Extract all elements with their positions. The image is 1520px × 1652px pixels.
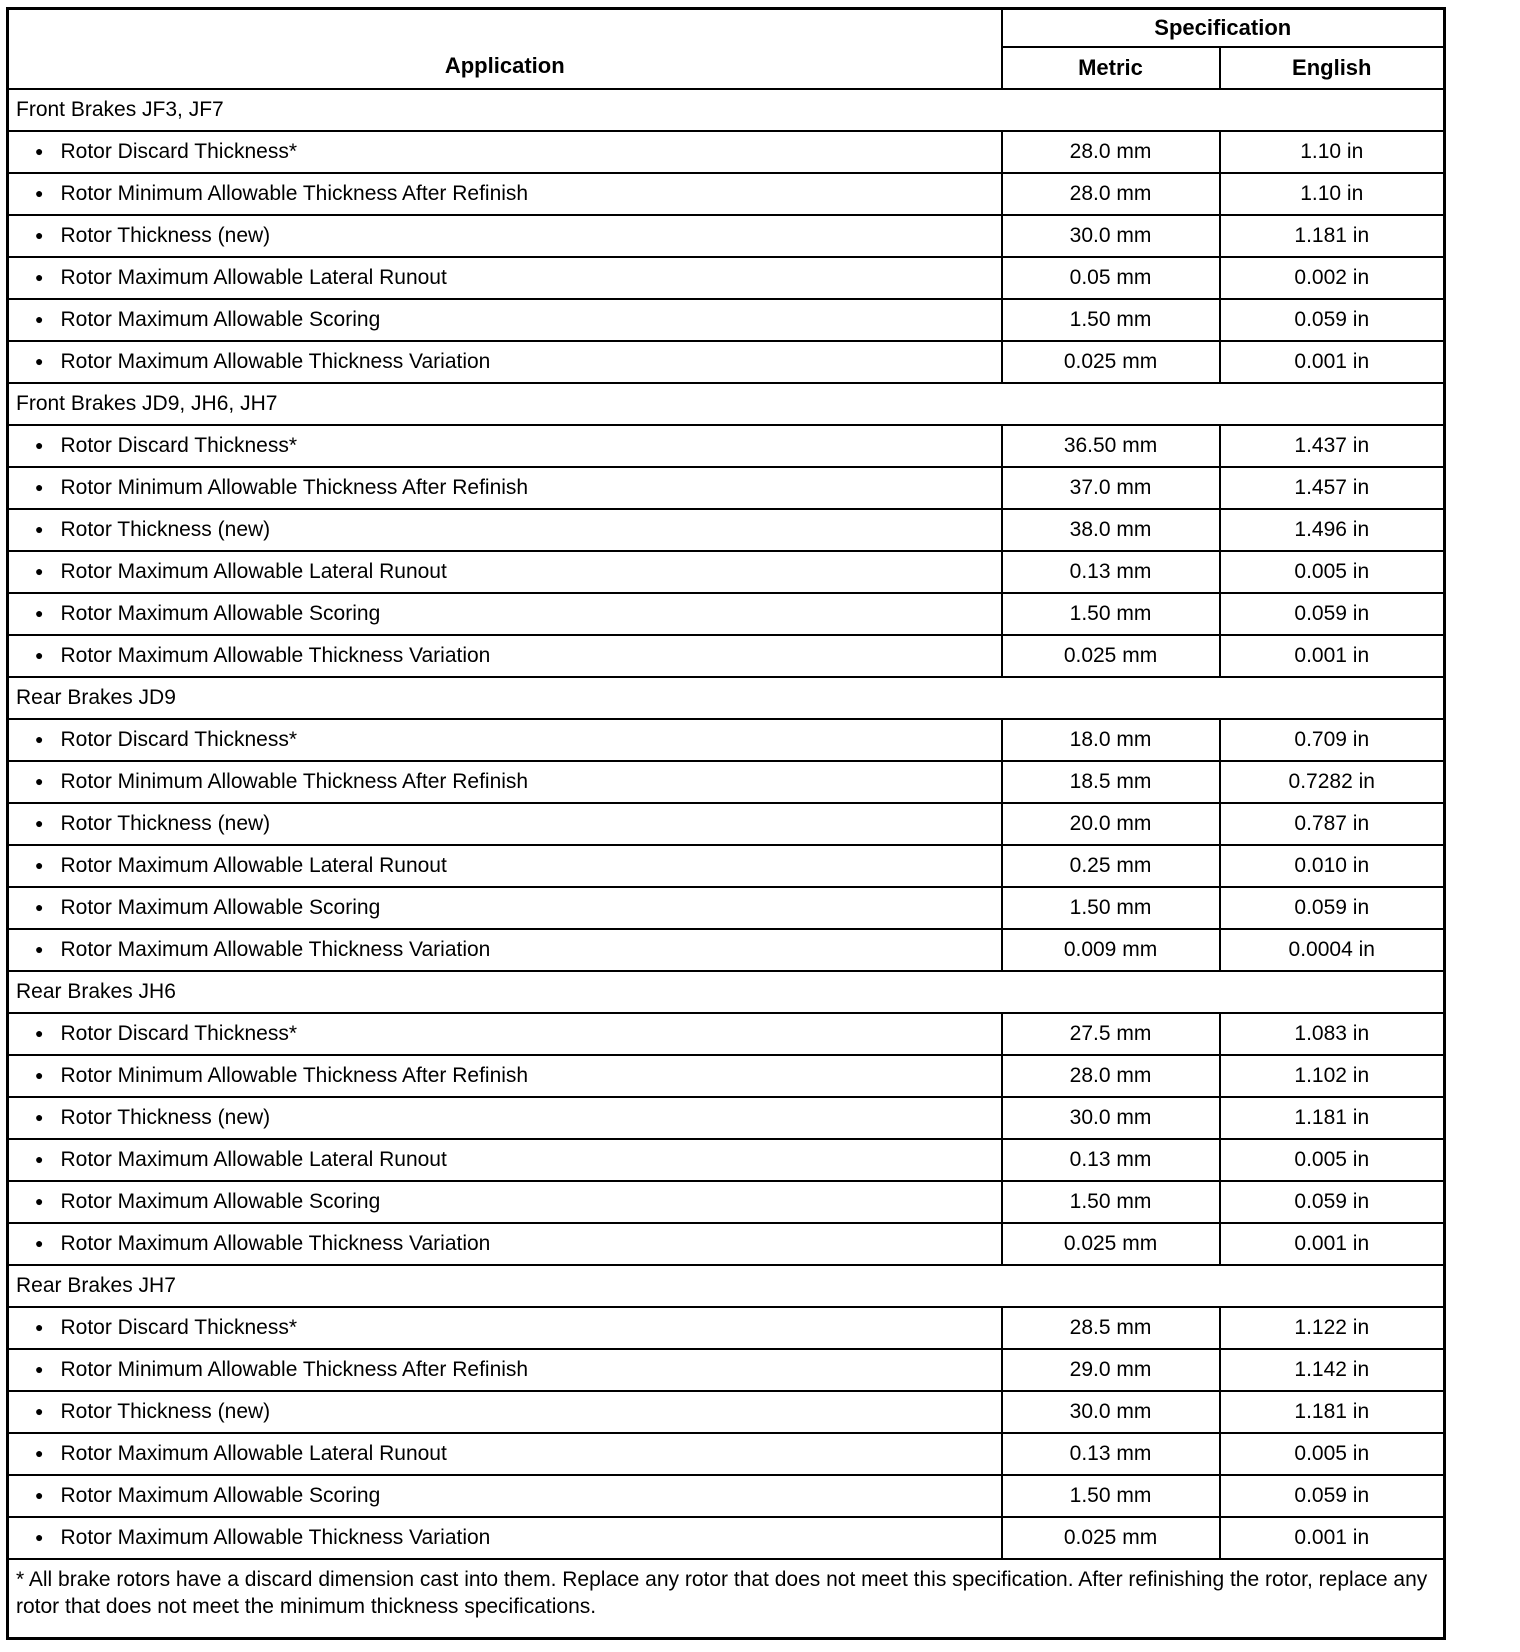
section-header-row xyxy=(8,677,1445,719)
spec-row xyxy=(8,1223,1445,1265)
spec-row xyxy=(8,467,1445,509)
spec-row xyxy=(8,173,1445,215)
spec-row xyxy=(8,131,1445,173)
english-value-cell: 0.001 in xyxy=(1220,1223,1445,1265)
metric-value-cell: 0.13 mm xyxy=(1002,551,1220,593)
section-title: Rear Brakes JH7 xyxy=(8,1265,1445,1307)
metric-value-cell: 18.0 mm xyxy=(1002,719,1220,761)
application-label: Rotor Discard Thickness* xyxy=(60,139,297,163)
spec-row xyxy=(8,845,1445,887)
bullet-icon: ● xyxy=(35,478,44,495)
application-label: Rotor Maximum Allowable Scoring xyxy=(60,307,381,331)
application-label: Rotor Thickness (new) xyxy=(60,517,271,541)
application-cell xyxy=(8,1307,1002,1349)
english-value-cell: 0.059 in xyxy=(1220,1475,1445,1517)
application-label: Rotor Maximum Allowable Lateral Runout xyxy=(60,265,447,289)
metric-value-cell: 30.0 mm xyxy=(1002,1097,1220,1139)
application-label: Rotor Maximum Allowable Thickness Variation xyxy=(60,349,491,373)
bullet-icon: ● xyxy=(35,1192,44,1209)
application-label: Rotor Discard Thickness* xyxy=(60,1021,297,1045)
english-value-cell: 1.181 in xyxy=(1220,215,1445,257)
english-column-header: English xyxy=(1220,47,1445,89)
application-label: Rotor Maximum Allowable Scoring xyxy=(60,1189,381,1213)
application-label: Rotor Discard Thickness* xyxy=(60,433,297,457)
spec-row xyxy=(8,509,1445,551)
application-label: Rotor Maximum Allowable Scoring xyxy=(60,1483,381,1507)
bullet-icon: ● xyxy=(35,940,44,957)
spec-row xyxy=(8,425,1445,467)
english-value-cell: 1.083 in xyxy=(1220,1013,1445,1055)
english-value-cell: 1.496 in xyxy=(1220,509,1445,551)
spec-row xyxy=(8,761,1445,803)
section-title: Front Brakes JF3, JF7 xyxy=(8,89,1445,131)
spec-row xyxy=(8,1139,1445,1181)
application-label: Rotor Discard Thickness* xyxy=(60,1315,297,1339)
section-header-row xyxy=(8,1265,1445,1307)
bullet-icon: ● xyxy=(35,604,44,621)
bullet-icon: ● xyxy=(35,562,44,579)
metric-value-cell: 0.025 mm xyxy=(1002,1517,1220,1559)
metric-value-cell: 0.009 mm xyxy=(1002,929,1220,971)
spec-row xyxy=(8,299,1445,341)
english-value-cell: 0.005 in xyxy=(1220,1433,1445,1475)
bullet-icon: ● xyxy=(35,310,44,327)
bullet-icon: ● xyxy=(35,184,44,201)
application-label: Rotor Discard Thickness* xyxy=(60,727,297,751)
metric-value-cell: 28.0 mm xyxy=(1002,173,1220,215)
spec-row xyxy=(8,341,1445,383)
application-cell xyxy=(8,257,1002,299)
metric-value-cell: 38.0 mm xyxy=(1002,509,1220,551)
bullet-icon: ● xyxy=(35,772,44,789)
application-cell xyxy=(8,887,1002,929)
metric-value-cell: 37.0 mm xyxy=(1002,467,1220,509)
application-cell xyxy=(8,1475,1002,1517)
english-value-cell: 1.181 in xyxy=(1220,1097,1445,1139)
bullet-icon: ● xyxy=(35,226,44,243)
bullet-icon: ● xyxy=(35,268,44,285)
bullet-icon: ● xyxy=(35,1528,44,1545)
application-label: Rotor Maximum Allowable Lateral Runout xyxy=(60,559,447,583)
english-value-cell: 1.122 in xyxy=(1220,1307,1445,1349)
application-cell xyxy=(8,551,1002,593)
english-value-cell: 0.709 in xyxy=(1220,719,1445,761)
spec-row xyxy=(8,551,1445,593)
application-label: Rotor Thickness (new) xyxy=(60,1399,271,1423)
english-value-cell: 0.010 in xyxy=(1220,845,1445,887)
bullet-icon: ● xyxy=(35,646,44,663)
metric-value-cell: 20.0 mm xyxy=(1002,803,1220,845)
bullet-icon: ● xyxy=(35,436,44,453)
bullet-icon: ● xyxy=(35,1234,44,1251)
metric-value-cell: 1.50 mm xyxy=(1002,1181,1220,1223)
spec-row xyxy=(8,1013,1445,1055)
application-cell xyxy=(8,719,1002,761)
english-value-cell: 1.181 in xyxy=(1220,1391,1445,1433)
section-title: Rear Brakes JD9 xyxy=(8,677,1445,719)
bullet-icon: ● xyxy=(35,1066,44,1083)
application-label: Rotor Minimum Allowable Thickness After Refinish xyxy=(60,1063,529,1087)
metric-value-cell: 30.0 mm xyxy=(1002,1391,1220,1433)
table-footer xyxy=(8,1559,1445,1639)
application-cell xyxy=(8,1391,1002,1433)
table-body xyxy=(8,89,1445,1559)
section-title: Front Brakes JD9, JH6, JH7 xyxy=(8,383,1445,425)
spec-row xyxy=(8,1433,1445,1475)
application-label: Rotor Maximum Allowable Thickness Variation xyxy=(60,937,491,961)
metric-value-cell: 0.025 mm xyxy=(1002,635,1220,677)
application-cell xyxy=(8,1517,1002,1559)
metric-value-cell: 28.5 mm xyxy=(1002,1307,1220,1349)
table-header xyxy=(8,9,1445,89)
application-label: Rotor Thickness (new) xyxy=(60,223,271,247)
specification-header-row xyxy=(8,9,1445,47)
spec-row xyxy=(8,1475,1445,1517)
application-cell xyxy=(8,467,1002,509)
english-value-cell: 1.142 in xyxy=(1220,1349,1445,1391)
english-value-cell: 0.001 in xyxy=(1220,1517,1445,1559)
brake-rotor-specifications-table xyxy=(6,7,1446,1640)
bullet-icon: ● xyxy=(35,1444,44,1461)
application-cell xyxy=(8,1055,1002,1097)
spec-row xyxy=(8,1517,1445,1559)
english-value-cell: 0.001 in xyxy=(1220,635,1445,677)
application-cell xyxy=(8,341,1002,383)
specification-column-header: Specification xyxy=(1002,9,1445,47)
bullet-icon: ● xyxy=(35,898,44,915)
metric-value-cell: 18.5 mm xyxy=(1002,761,1220,803)
application-cell xyxy=(8,1097,1002,1139)
application-cell xyxy=(8,215,1002,257)
application-cell xyxy=(8,1223,1002,1265)
application-cell xyxy=(8,1433,1002,1475)
application-label: Rotor Maximum Allowable Scoring xyxy=(60,601,381,625)
english-value-cell: 1.102 in xyxy=(1220,1055,1445,1097)
spec-row xyxy=(8,593,1445,635)
application-cell xyxy=(8,425,1002,467)
english-value-cell: 1.10 in xyxy=(1220,131,1445,173)
application-label: Rotor Maximum Allowable Lateral Runout xyxy=(60,853,447,877)
spec-row xyxy=(8,803,1445,845)
application-column-header: Application xyxy=(8,9,1002,89)
application-label: Rotor Minimum Allowable Thickness After Refinish xyxy=(60,769,529,793)
section-header-row xyxy=(8,383,1445,425)
spec-row xyxy=(8,1349,1445,1391)
footnote-row xyxy=(8,1559,1445,1639)
english-value-cell: 1.437 in xyxy=(1220,425,1445,467)
metric-value-cell: 0.025 mm xyxy=(1002,1223,1220,1265)
application-label: Rotor Maximum Allowable Lateral Runout xyxy=(60,1147,447,1171)
bullet-icon: ● xyxy=(35,1108,44,1125)
spec-row xyxy=(8,1097,1445,1139)
application-cell xyxy=(8,593,1002,635)
application-label: Rotor Thickness (new) xyxy=(60,1105,271,1129)
english-value-cell: 0.005 in xyxy=(1220,1139,1445,1181)
application-cell xyxy=(8,635,1002,677)
spec-row xyxy=(8,887,1445,929)
english-value-cell: 1.10 in xyxy=(1220,173,1445,215)
spec-row xyxy=(8,635,1445,677)
bullet-icon: ● xyxy=(35,1318,44,1335)
application-cell xyxy=(8,1139,1002,1181)
application-label: Rotor Maximum Allowable Lateral Runout xyxy=(60,1441,447,1465)
metric-column-header: Metric xyxy=(1002,47,1220,89)
metric-value-cell: 1.50 mm xyxy=(1002,1475,1220,1517)
metric-value-cell: 28.0 mm xyxy=(1002,1055,1220,1097)
bullet-icon: ● xyxy=(35,814,44,831)
metric-value-cell: 29.0 mm xyxy=(1002,1349,1220,1391)
section-header-row xyxy=(8,971,1445,1013)
english-value-cell: 0.787 in xyxy=(1220,803,1445,845)
application-cell xyxy=(8,299,1002,341)
metric-value-cell: 0.05 mm xyxy=(1002,257,1220,299)
application-label: Rotor Maximum Allowable Thickness Variation xyxy=(60,1525,491,1549)
bullet-icon: ● xyxy=(35,1024,44,1041)
english-value-cell: 0.002 in xyxy=(1220,257,1445,299)
bullet-icon: ● xyxy=(35,1402,44,1419)
bullet-icon: ● xyxy=(35,1360,44,1377)
application-cell xyxy=(8,131,1002,173)
bullet-icon: ● xyxy=(35,1150,44,1167)
metric-value-cell: 27.5 mm xyxy=(1002,1013,1220,1055)
footnote-text: * All brake rotors have a discard dimension cast into them. Replace any rotor that does not meet this specification. After refinishing the rotor, replace any rotor that does not meet the minimum thickness specifications. xyxy=(8,1559,1445,1639)
english-value-cell: 0.7282 in xyxy=(1220,761,1445,803)
application-cell xyxy=(8,173,1002,215)
spec-row xyxy=(8,1181,1445,1223)
application-label: Rotor Minimum Allowable Thickness After Refinish xyxy=(60,475,529,499)
bullet-icon: ● xyxy=(35,856,44,873)
section-header-row xyxy=(8,89,1445,131)
metric-value-cell: 1.50 mm xyxy=(1002,887,1220,929)
application-cell xyxy=(8,1349,1002,1391)
bullet-icon: ● xyxy=(35,520,44,537)
application-cell xyxy=(8,509,1002,551)
english-value-cell: 0.059 in xyxy=(1220,299,1445,341)
english-value-cell: 0.005 in xyxy=(1220,551,1445,593)
application-label: Rotor Maximum Allowable Thickness Variation xyxy=(60,1231,491,1255)
application-cell xyxy=(8,1013,1002,1055)
application-cell xyxy=(8,929,1002,971)
english-value-cell: 0.059 in xyxy=(1220,593,1445,635)
spec-row xyxy=(8,1055,1445,1097)
metric-value-cell: 1.50 mm xyxy=(1002,593,1220,635)
metric-value-cell: 0.13 mm xyxy=(1002,1433,1220,1475)
application-cell xyxy=(8,761,1002,803)
english-value-cell: 0.0004 in xyxy=(1220,929,1445,971)
english-value-cell: 0.001 in xyxy=(1220,341,1445,383)
application-cell xyxy=(8,845,1002,887)
application-label: Rotor Thickness (new) xyxy=(60,811,271,835)
metric-value-cell: 0.25 mm xyxy=(1002,845,1220,887)
metric-value-cell: 0.13 mm xyxy=(1002,1139,1220,1181)
metric-value-cell: 1.50 mm xyxy=(1002,299,1220,341)
application-label: Rotor Maximum Allowable Thickness Variation xyxy=(60,643,491,667)
application-label: Rotor Maximum Allowable Scoring xyxy=(60,895,381,919)
spec-row xyxy=(8,257,1445,299)
metric-value-cell: 0.025 mm xyxy=(1002,341,1220,383)
english-value-cell: 0.059 in xyxy=(1220,1181,1445,1223)
spec-row xyxy=(8,1391,1445,1433)
application-cell xyxy=(8,1181,1002,1223)
section-title: Rear Brakes JH6 xyxy=(8,971,1445,1013)
bullet-icon: ● xyxy=(35,730,44,747)
application-label: Rotor Minimum Allowable Thickness After Refinish xyxy=(60,1357,529,1381)
bullet-icon: ● xyxy=(35,142,44,159)
spec-row xyxy=(8,719,1445,761)
bullet-icon: ● xyxy=(35,352,44,369)
metric-value-cell: 30.0 mm xyxy=(1002,215,1220,257)
bullet-icon: ● xyxy=(35,1486,44,1503)
application-label: Rotor Minimum Allowable Thickness After Refinish xyxy=(60,181,529,205)
spec-row xyxy=(8,929,1445,971)
english-value-cell: 1.457 in xyxy=(1220,467,1445,509)
metric-value-cell: 28.0 mm xyxy=(1002,131,1220,173)
english-value-cell: 0.059 in xyxy=(1220,887,1445,929)
metric-value-cell: 36.50 mm xyxy=(1002,425,1220,467)
spec-row xyxy=(8,215,1445,257)
application-cell xyxy=(8,803,1002,845)
spec-row xyxy=(8,1307,1445,1349)
